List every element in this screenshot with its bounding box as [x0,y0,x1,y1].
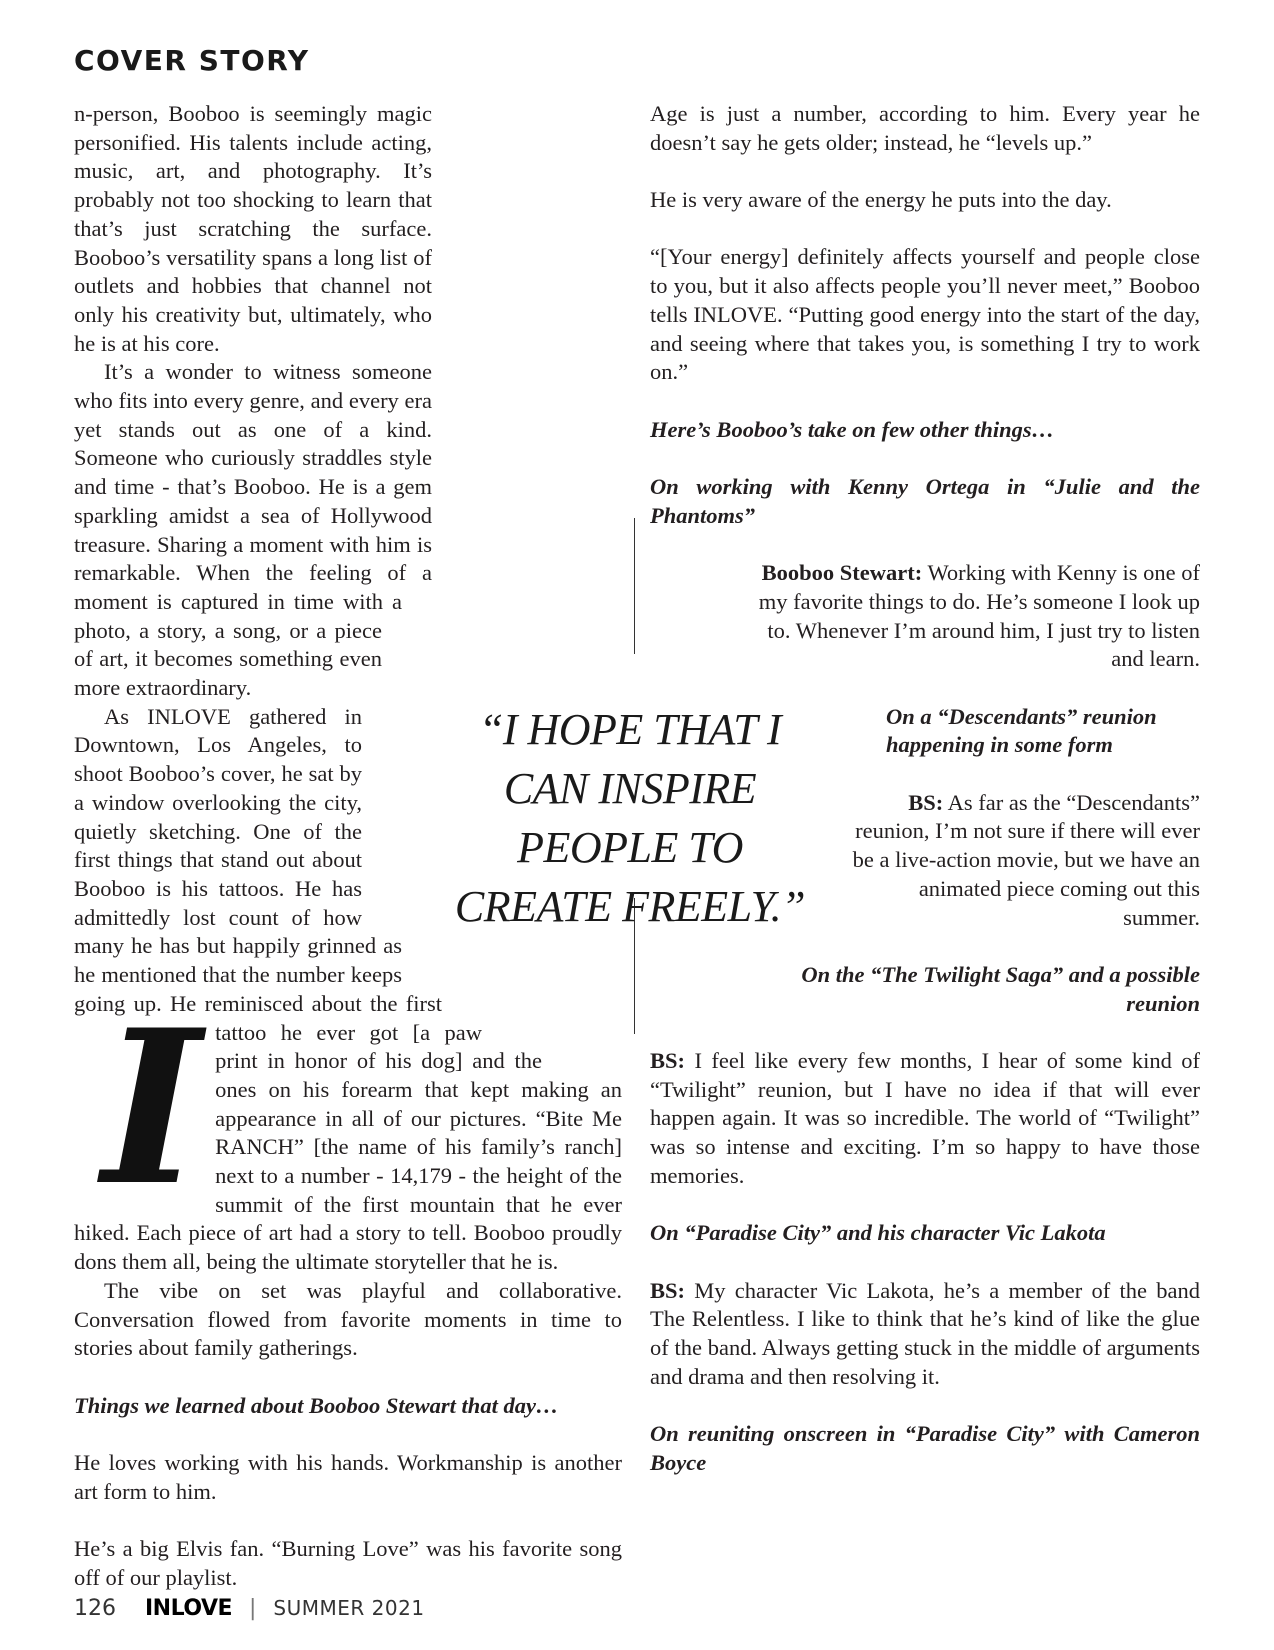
paragraph: As INLOVE gathered in Downtown, Los Angeles, to shoot Booboo’s cover, he sat by a window overlooking the city, quietly sketching. One of the first things that stand out about Booboo is his tattoos. He has admittedly lost count of how many he has but happily grinned as he mentioned that the number keeps going up. He reminisced about the first tattoo he ever got [a paw print in honor of his dog] and the ones on his forearm that kept making an appearance in all of our pictures. “Bite Me RANCH” [the name of his family’s ranch] next to a number - 14,179 - the height of the summit of the first mountain that he ever hiked. Each piece of art had a story to tell. Booboo proudly dons them all, being the ultimate storyteller that he is. [74,703,622,1275]
interview-question: On “Paradise City” and his character Vic Lakota [650,1220,1106,1246]
page-number: 126 [74,1596,116,1621]
subheading: Things we learned about Booboo Stewart that day… [74,1392,559,1418]
interview-answer: BS: As far as the “Descendants” reunion, I’m not sure if there will ever be a live-action movie, but we have an animated piece coming out this summer. [852,789,1200,930]
paragraph: He loves working with his hands. Workmanship is another art form to him. [74,1450,622,1504]
footer-separator: | [249,1596,257,1621]
left-column [74,100,622,1593]
pullquote-rule-top [634,518,635,654]
interview-answer: Booboo Stewart: Working with Kenny is one of my favorite things to do. He’s someone I look up to. Whenever I’m around him, I just try to listen and learn. [758,560,1200,672]
issue-label: SUMMER 2021 [273,1596,425,1620]
paragraph: He is very aware of the energy he puts into the day. [650,187,1112,213]
speaker-label: BS: [908,789,944,815]
interview-question: On a “Descendants” reunion happening in some form [886,703,1157,758]
pull-quote: “I HOPE THAT I CAN INSPIRE PEOPLE TO CREATE FREELY.” [454,705,806,931]
speaker-label: BS: [650,1277,686,1303]
page-footer [74,1596,425,1621]
intro-paragraph: I n-person, Booboo is seemingly magic personified. His talents include acting, music, art, and photography. It’s probably not too shocking to learn that that’s just scratching the surface. Booboo’s versatility spans a long list of outlets and hobbies that channel not only his creativity but, ultimately, who he is at his core. [74,101,432,1232]
paragraph: He’s a big Elvis fan. “Burning Love” was his favorite song off of our playlist. [74,1536,622,1590]
qa-intro: Here’s Booboo’s take on few other things… [650,416,1055,442]
speaker-label: BS: [650,1048,686,1074]
magazine-brand: INLOVE [145,1596,232,1621]
dropcap-letter: I [102,983,202,1232]
paragraph: “[Your energy] definitely affects yourself and people close to you, but it also affects people you’ll never meet,” Booboo tells INLOVE. “Putting good energy into the start of the day, and seeing where that takes you, is something I try to work on.” [650,244,1200,385]
speaker-label: Booboo Stewart: [761,560,923,586]
section-label: COVER STORY [74,44,310,77]
paragraph: It’s a wonder to witness someone who fits into every genre, and every era yet stands out as one of a kind. Someone who curiously straddles style and time - that’s Booboo. He is a gem sparkling amidst a sea of Hollywood treasure. Sharing a moment with him is remarkable. When the feeling of a moment is captured in time with a photo, a story, a song, or a piece of art, it becomes something even more extraordinary. [74,359,432,701]
paragraph: The vibe on set was playful and collaborative. Conversation flowed from favorite moments in time to stories about family gatherings. [74,1277,622,1361]
interview-answer: BS: My character Vic Lakota, he’s a member of the band The Relentless. I like to think that he’s kind of like the glue of the band. Always getting stuck in the middle of arguments and drama and then resolving it. [650,1277,1201,1389]
interview-question: On the “The Twilight Saga” and a possible reunion [801,961,1200,1016]
right-column [650,100,1200,1478]
interview-question: On working with Kenny Ortega in “Julie and the Phantoms” [650,474,1200,528]
interview-question: On reuniting onscreen in “Paradise City” with Cameron Boyce [650,1421,1200,1475]
paragraph: Age is just a number, according to him. Every year he doesn’t say he gets older; instead, he “levels up.” [650,101,1200,155]
interview-answer: BS: I feel like every few months, I hear of some kind of “Twilight” reunion, but I have no idea if that will ever happen again. It was so incredible. The world of “Twilight” was so intense and exciting. I’m so happy to have those memories. [650,1048,1201,1188]
